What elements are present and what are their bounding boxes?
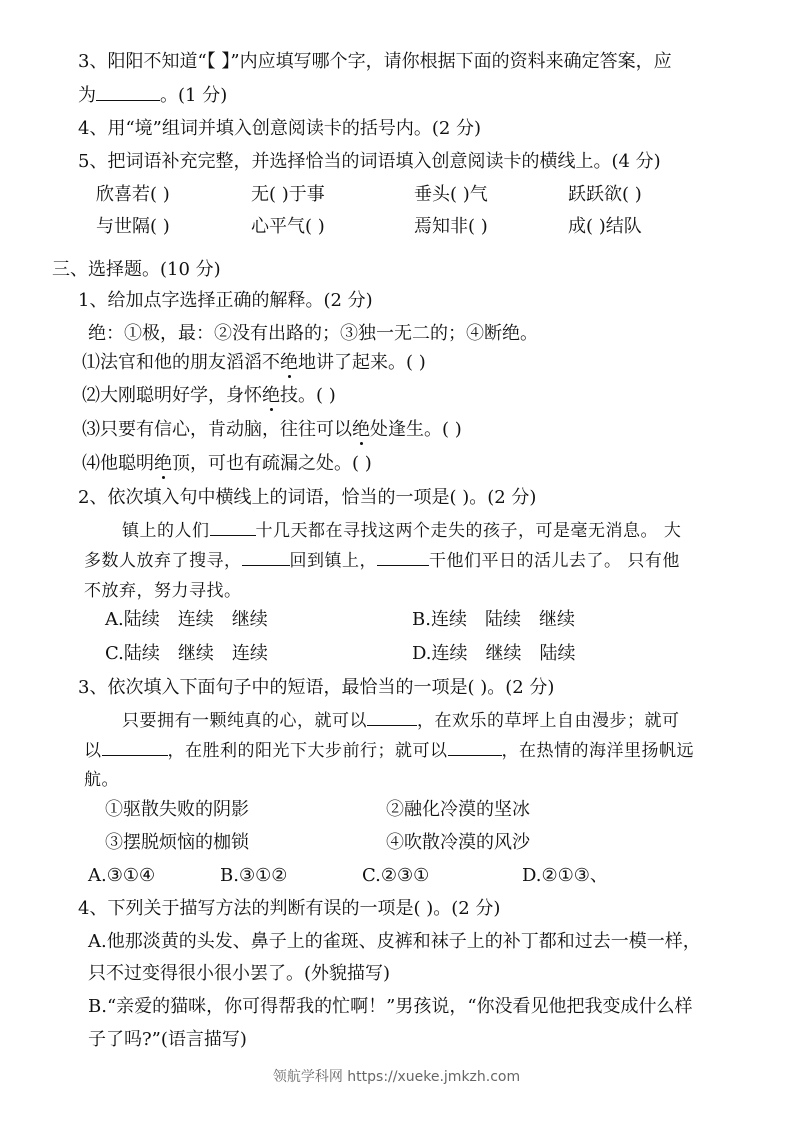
q5-prompt: 5、把词语补充完整，并选择恰当的词语填入创意阅读卡的横线上。(4 分) xyxy=(78,151,661,172)
q3-line1: 3、阳阳不知道“【 】”内应填写哪个字，请你根据下面的资料来确定答案，应 xyxy=(78,51,672,72)
passage-text: 干他们平日的活儿去了。 只有他 xyxy=(429,551,680,571)
item-text: 处逢生。( ) xyxy=(370,419,462,440)
s3-q3-title: 3、依次填入下面句子中的短语，最恰当的一项是( )。(2 分) xyxy=(78,677,555,698)
item-text: ⑴法官和他的朋友滔滔不 xyxy=(82,352,280,373)
option-b[interactable]: B.③①② xyxy=(220,865,288,886)
s3-q3-passage-line: 航。 xyxy=(84,770,119,790)
phrase-item: ③摆脱烦恼的枷锁 xyxy=(105,832,249,853)
s3-q2-title: 2、依次填入句中横线上的词语，恰当的一项是( )。(2 分) xyxy=(78,487,537,508)
option-a-line[interactable]: 只不过变得很小很小罢了。(外貌描写) xyxy=(88,963,391,984)
word-item[interactable]: 心平气( ) xyxy=(251,216,325,237)
option-c[interactable]: C.②③① xyxy=(362,865,430,886)
word-item[interactable]: 跃跃欲( ) xyxy=(568,184,642,205)
option-d[interactable]: D.连续 继续 陆续 xyxy=(412,643,576,664)
option-b-line[interactable]: B.“亲爱的猫咪，你可得帮我的忙啊！”男孩说，“你没看见他把我变成什么样 xyxy=(88,996,693,1017)
s3-q1-item xyxy=(82,384,336,408)
word-item[interactable]: 焉知非( ) xyxy=(414,216,488,237)
phrase-item: ②融化冷漠的坚冰 xyxy=(386,799,530,820)
passage-text: ，在热情的海洋里扬帆远 xyxy=(501,741,694,761)
s3-q1-item xyxy=(82,418,462,442)
passage-text: 以 xyxy=(84,741,102,761)
answer-blank[interactable] xyxy=(210,519,256,536)
item-text: ⑶只要有信心，肯动脑，往往可以 xyxy=(82,419,352,440)
answer-blank[interactable] xyxy=(102,739,168,756)
q3-line2-post: 。(1 分) xyxy=(160,85,228,106)
answer-blank[interactable] xyxy=(242,549,290,566)
s3-q3-passage-line xyxy=(84,739,694,763)
page-footer: 领航学科网 https://xueke.jmkzh.com xyxy=(272,1069,521,1085)
word-item[interactable]: 与世隔( ) xyxy=(96,216,170,237)
option-b[interactable]: B.连续 陆续 继续 xyxy=(412,609,575,630)
word-item[interactable]: 无( )于事 xyxy=(251,184,325,205)
s3-q3-passage-line xyxy=(122,709,680,733)
passage-text: 十几天都在寻找这两个走失的孩子，可是毫无消息。 大 xyxy=(255,521,682,541)
option-a[interactable]: A.③①④ xyxy=(88,865,156,886)
s3-q2-passage-line: 不放弃，努力寻找。 xyxy=(84,581,242,601)
answer-blank[interactable] xyxy=(367,709,417,726)
dotted-char: 绝 xyxy=(154,453,172,474)
answer-blank[interactable] xyxy=(377,549,429,566)
q4-prompt: 4、用“境”组词并填入创意阅读卡的括号内。(2 分) xyxy=(78,118,482,139)
s3-q1-title: 1、给加点字选择正确的解释。(2 分) xyxy=(78,290,373,311)
option-b-line[interactable]: 子了吗?”(语言描写) xyxy=(88,1029,247,1050)
word-item[interactable]: 欣喜若( ) xyxy=(96,184,170,205)
passage-text: 多数人放弃了搜寻， xyxy=(84,551,242,571)
passage-text: ，在欢乐的草坪上自由漫步；就可 xyxy=(417,711,680,731)
s3-q2-passage-line xyxy=(84,549,680,573)
word-item[interactable]: 成( )结队 xyxy=(568,216,642,237)
item-text: 地讲了起来。( ) xyxy=(298,352,426,373)
option-d[interactable]: D.②①③、 xyxy=(522,865,608,886)
phrase-item: ①驱散失败的阴影 xyxy=(105,799,249,820)
s3-q1-definition: 绝：①极，最：②没有出路的；③独一无二的；④断绝。 xyxy=(88,323,538,344)
dotted-char: 绝 xyxy=(352,419,370,440)
item-text: ⑷他聪明 xyxy=(82,453,154,474)
item-text: ⑵大刚聪明好学，身怀 xyxy=(82,385,262,406)
phrase-item: ④吹散冷漠的风沙 xyxy=(386,832,530,853)
s3-q2-passage-line xyxy=(122,519,681,543)
option-c[interactable]: C.陆续 继续 连续 xyxy=(105,643,268,664)
option-a[interactable]: A.陆续 连续 继续 xyxy=(105,609,268,630)
dotted-char: 绝 xyxy=(280,352,298,373)
s3-q1-item xyxy=(82,452,372,476)
answer-blank[interactable] xyxy=(96,84,160,101)
option-a-line[interactable]: A.他那淡黄的头发、鼻子上的雀斑、皮裤和袜子上的补丁都和过去一模一样， xyxy=(88,931,701,952)
answer-blank[interactable] xyxy=(448,739,502,756)
passage-text: 镇上的人们 xyxy=(122,521,210,541)
q3-line2-pre: 为 xyxy=(78,85,96,106)
item-text: 顶，可也有疏漏之处。( ) xyxy=(172,453,372,474)
s3-q1-item xyxy=(82,351,426,375)
item-text: 技。( ) xyxy=(280,385,336,406)
s3-q4-title: 4、下列关于描写方法的判断有误的一项是( )。(2 分) xyxy=(78,898,501,919)
passage-text: 回到镇上， xyxy=(289,551,377,571)
passage-text: 只要拥有一颗纯真的心，就可以 xyxy=(122,711,367,731)
dotted-char: 绝 xyxy=(262,385,280,406)
section-heading: 三、选择题。(10 分) xyxy=(52,259,221,280)
q3-line2 xyxy=(78,84,227,108)
passage-text: ，在胜利的阳光下大步前行；就可以 xyxy=(167,741,448,761)
word-item[interactable]: 垂头( )气 xyxy=(414,184,488,205)
